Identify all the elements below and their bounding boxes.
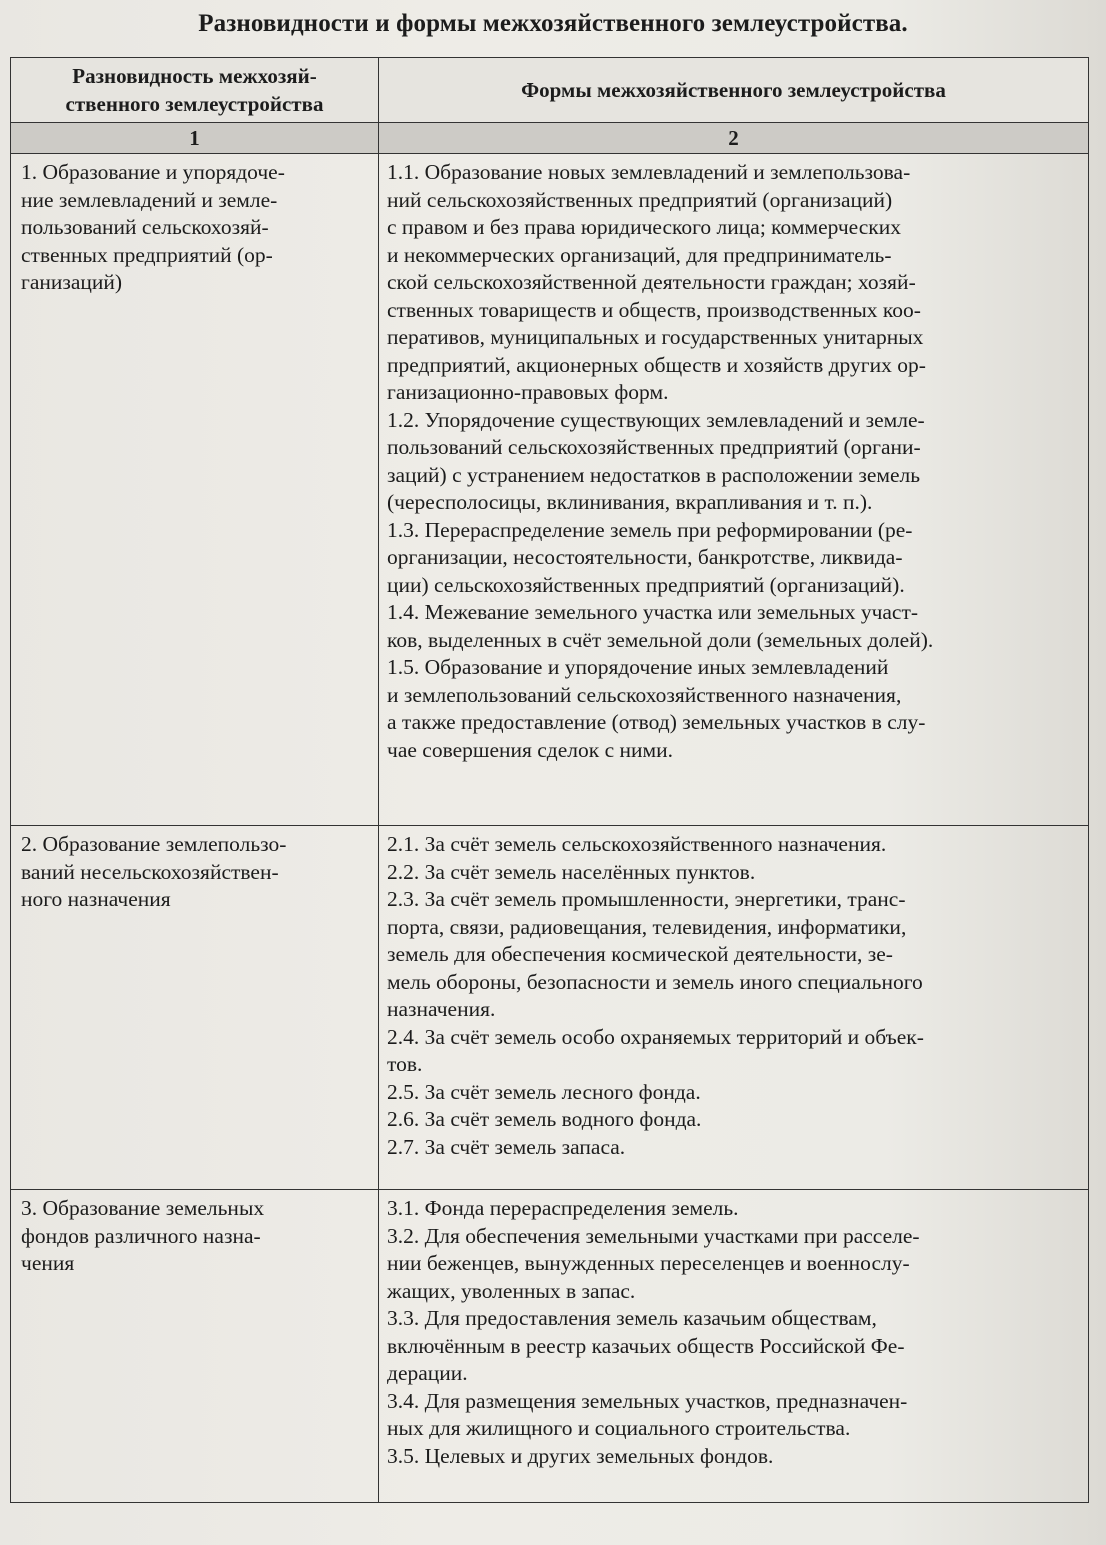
- header-row: [11, 58, 1089, 123]
- form-item: 3.3. Для предоставления земель казачьим обществам, включённым в реестр казачьих обществ Российской Фе- дерации.: [387, 1306, 905, 1385]
- column-number-row: [11, 123, 1089, 154]
- table-title: Разновидности и формы межхозяйственного землеустройства.: [198, 10, 908, 37]
- form-item: 1.5. Образование и упорядочение иных землевладений и землепользований сельскохозяйственного назначения, а также предоставление (отвод) земельных участков в слу- чае совершения сделок с ними.: [387, 655, 926, 762]
- form-item: 3.5. Целевых и других земельных фондов.: [387, 1443, 774, 1468]
- kind-text: 1. Образование и упорядоче- ние землевладений и земле- пользований сельскохозяй- ственных предприятий (ор- ганизаций): [21, 160, 285, 294]
- form-item: 2.3. За счёт земель промышленности, энергетики, транс- порта, связи, радиовещания, телевидения, информатики, земель для обеспечения космической деятельности, зе- мель обороны, безопасности и земель иного специального назначения.: [387, 887, 923, 1021]
- kind-text: 2. Образование землепользо- ваний несельскохозяйствен- ного назначения: [21, 832, 287, 911]
- form-item: 2.6. За счёт земель водного фонда.: [387, 1107, 702, 1131]
- form-item: 3.4. Для размещения земельных участков, предназначен- ных для жилищного и социального строительства.: [387, 1388, 908, 1440]
- form-item: 1.1. Образование новых землевладений и землепользова- ний сельскохозяйственных предприятий (организаций) с правом и без права юридического лица; коммерческих и некоммерческих организаций, для предприниматель- ской сельскохозяйственной деятельности граждан; хозяй- ственных товариществ и обществ, производственных коо- перативов, муниципальных и государственных унитарных предприятий, акционерных обществ и хозяйств других ор- ганизационно-правовых форм.: [387, 160, 926, 404]
- form-item: 1.2. Упорядочение существующих землевладений и земле- пользований сельскохозяйственных предприятий (органи- заций) с устранением недостатков в расположении земель (чересполосицы, вклинивания, вкрапливания и т. п.).: [387, 407, 925, 514]
- form-item: 2.1. За счёт земель сельскохозяйственного назначения.: [387, 832, 887, 856]
- form-item: 2.2. За счёт земель населённых пунктов.: [387, 859, 756, 884]
- forms-cell: [379, 826, 1089, 1190]
- table-row: [11, 1190, 1089, 1503]
- forms-cell: [379, 1190, 1089, 1503]
- kind-text: 3. Образование земельных фондов различного назна- чения: [21, 1196, 265, 1275]
- kind-cell: [11, 826, 379, 1190]
- form-item: 2.7. За счёт земель запаса.: [387, 1134, 626, 1159]
- column-number-1: 1: [11, 123, 379, 154]
- kind-cell: [11, 1190, 379, 1503]
- table-row: [11, 154, 1089, 826]
- form-item: 3.1. Фонда перераспределения земель.: [387, 1196, 739, 1220]
- land-management-table: [10, 57, 1089, 1503]
- form-item: 1.4. Межевание земельного участка или земельных участ- ков, выделенных в счёт земельной доли (земельных долей).: [387, 600, 934, 652]
- form-item: 1.3. Перераспределение земель при реформировании (ре- организации, несостоятельности, банкротстве, ликвида- ции) сельскохозяйственных предприятий (организаций).: [387, 517, 913, 597]
- column-number-2: 2: [379, 123, 1089, 154]
- table-row: [11, 826, 1089, 1190]
- header-kind: Разновидность межхозяй- ственного землеустройства: [11, 58, 379, 123]
- form-item: 3.2. Для обеспечения земельными участками при расселе- нии беженцев, вынужденных переселенцев и военнослу- жащих, уволенных в запас.: [387, 1223, 920, 1303]
- header-forms: Формы межхозяйственного землеустройства: [379, 58, 1089, 123]
- forms-cell: [379, 154, 1089, 826]
- form-item: 2.4. За счёт земель особо охраняемых территорий и объек- тов.: [387, 1024, 924, 1076]
- form-item: 2.5. За счёт земель лесного фонда.: [387, 1079, 701, 1104]
- kind-cell: [11, 154, 379, 826]
